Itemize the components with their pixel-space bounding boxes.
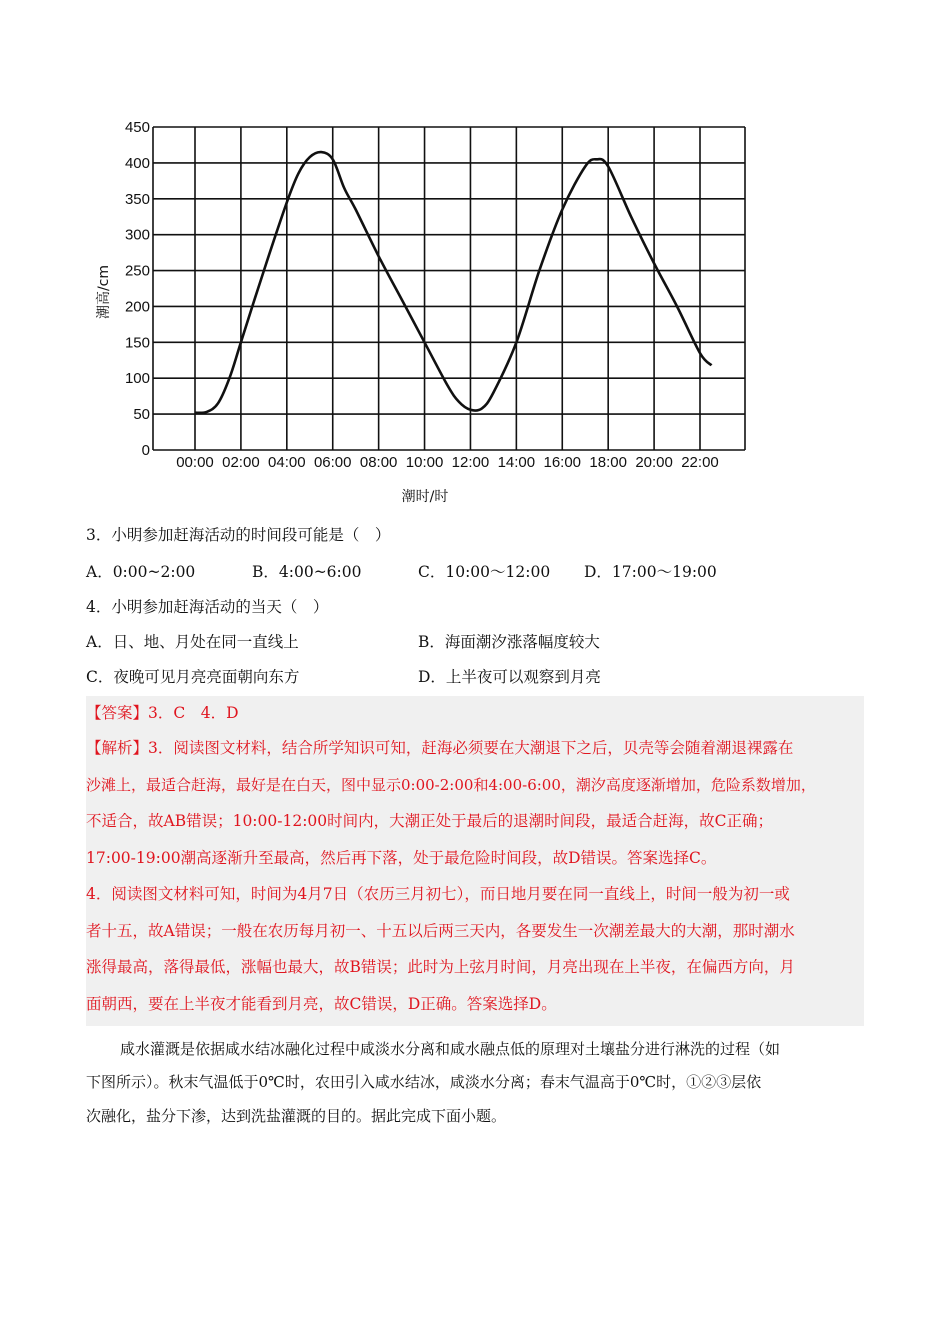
q4-option-c: C．夜晚可见月亮亮面朝向东方	[86, 668, 300, 686]
x-tick-label: 04:00	[268, 454, 306, 471]
y-tick-label: 150	[124, 334, 150, 352]
y-tick-labels	[125, 119, 150, 459]
y-tick-label: 200	[124, 298, 150, 316]
answer-line: 【答案】3．C 4．D	[86, 704, 239, 722]
y-tick-label: 350	[124, 190, 150, 208]
x-tick-label: 14:00	[497, 454, 536, 471]
y-tick-label: 250	[124, 262, 150, 280]
y-tick-label: 50	[133, 406, 150, 424]
x-tick-label: 10:00	[405, 454, 444, 471]
x-tick-label: 20:00	[635, 454, 673, 471]
intro-line-1: 咸水灌溉是依据咸水结冰融化过程中咸淡水分离和咸水融点低的原理对土壤盐分进行淋洗的过程（如	[120, 1040, 781, 1058]
analysis-line-7: 涨得最高，落得最低，涨幅也最大，故B错误；此时为上弦月时间，月亮出现在上半夜，在偏西方向，月	[86, 958, 795, 976]
x-tick-label: 12:00	[451, 454, 490, 471]
y-axis-label: 潮高/cm	[96, 264, 112, 320]
chart-grid	[153, 127, 745, 450]
tide-chart	[0, 0, 950, 520]
analysis-line-8: 面朝西，要在上半夜才能看到月亮，故C错误，D正确。答案选择D。	[86, 995, 557, 1013]
analysis-line-5: 4．阅读图文材料可知，时间为4月7日（农历三月初七），而日地月要在同一直线上，时间一般为初一或	[86, 885, 790, 903]
analysis-line-2: 沙滩上，最适合赶海，最好是在白天，图中显示0:00-2:00和4:00-6:00，潮汐高度逐渐增加，危险系数增加，	[86, 776, 816, 794]
x-axis-label: 潮时/时	[401, 489, 449, 505]
x-tick-label: 06:00	[313, 454, 352, 471]
q4-option-b: B．海面潮汐涨落幅度较大	[418, 633, 600, 651]
analysis-line-1: 【解析】3．阅读图文材料，结合所学知识可知，赶海必须要在大潮退下之后，贝壳等会随着潮退裸露在	[86, 739, 794, 757]
tide-curve-line	[195, 152, 712, 413]
q3-option-a: A．0:00~2:00	[86, 563, 196, 581]
intro-line-2: 下图所示）。秋末气温低于0℃时，农田引入咸水结冰，咸淡水分离；春末气温高于0℃时，①②③层依	[86, 1073, 762, 1091]
q4-option-a: A．日、地、月处在同一直线上	[86, 633, 299, 651]
y-tick-label: 450	[124, 119, 150, 136]
x-tick-label: 22:00	[681, 454, 719, 471]
analysis-line-6: 者十五，故A错误；一般在农历每月初一、十五以后两三天内，各要发生一次潮差最大的大潮，那时潮水	[86, 922, 795, 940]
question-3-stem: 3．小明参加赶海活动的时间段可能是（ ）	[86, 526, 391, 544]
intro-line-3: 次融化，盐分下渗，达到洗盐灌溉的目的。据此完成下面小题。	[86, 1107, 507, 1125]
x-tick-label: 18:00	[589, 454, 627, 471]
q3-option-c: C．10:00～12:00	[418, 563, 551, 581]
q4-option-d: D．上半夜可以观察到月亮	[418, 668, 601, 686]
q3-option-d: D．17:00～19:00	[584, 563, 717, 581]
analysis-line-3: 不适合，故AB错误；10:00-12:00时间内，大潮正处于最后的退潮时间段，最适合赶海，故C正确；	[86, 812, 774, 830]
q3-option-b: B．4:00~6:00	[252, 563, 362, 581]
x-tick-label: 08:00	[359, 454, 398, 471]
y-tick-label: 300	[124, 226, 150, 244]
question-4-stem: 4．小明参加赶海活动的当天（ ）	[86, 598, 329, 616]
x-tick-label: 02:00	[222, 454, 260, 471]
y-tick-label: 400	[124, 154, 150, 172]
x-tick-label: 00:00	[176, 454, 214, 471]
x-tick-label: 16:00	[543, 454, 582, 471]
analysis-line-4: 17:00-19:00潮高逐渐升至最高，然后再下落，处于最危险时间段，故D错误。答案选择C。	[86, 849, 717, 867]
y-tick-label: 0	[141, 442, 150, 459]
y-tick-label: 100	[124, 370, 150, 388]
x-tick-labels	[176, 454, 719, 471]
